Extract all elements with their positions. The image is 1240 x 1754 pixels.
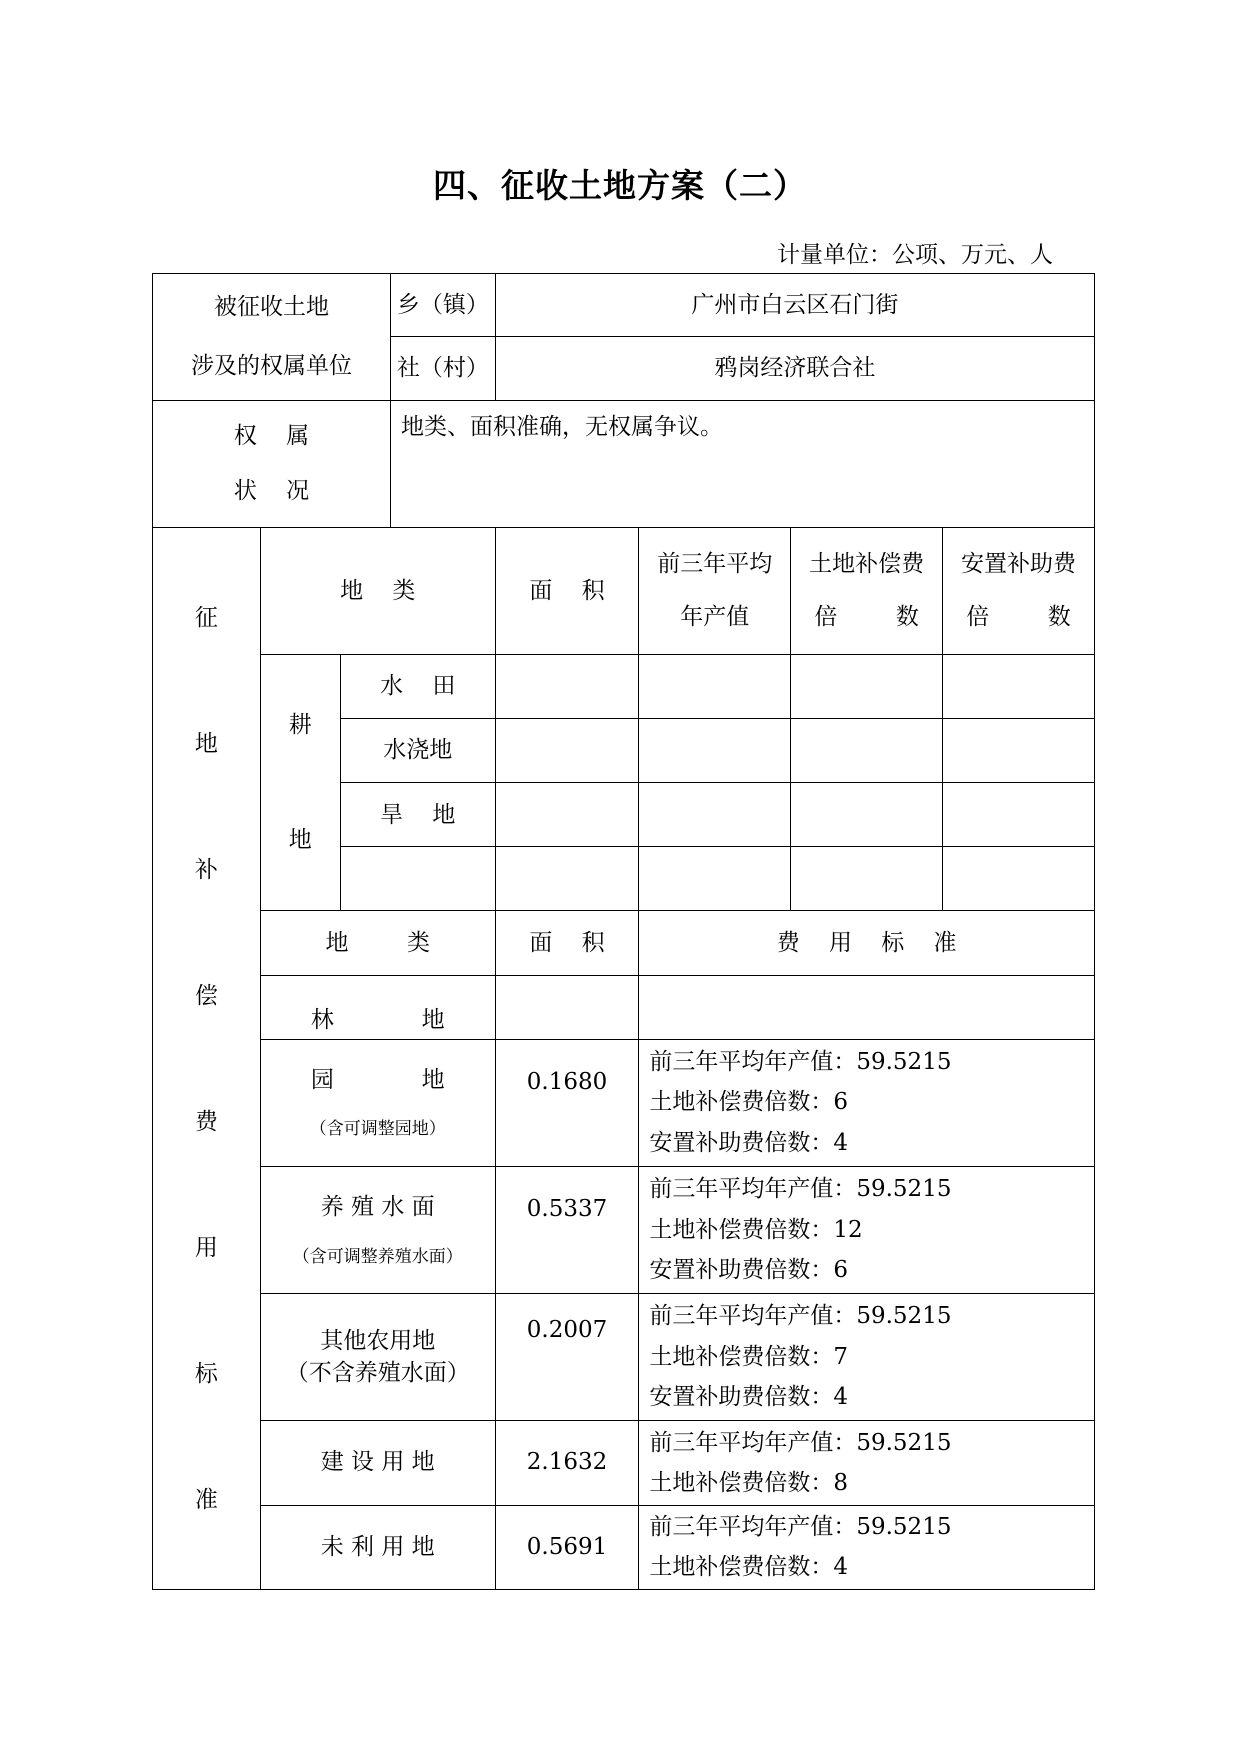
side-label-char: 地 — [194, 730, 218, 757]
status-value: 地类、面积准确，无权属争议。 — [391, 401, 1095, 528]
cell — [495, 655, 639, 719]
header-land-type: 地 类 — [260, 528, 495, 655]
land-acquisition-table — [152, 273, 1095, 1590]
cell — [639, 655, 791, 719]
cell — [943, 719, 1095, 783]
cultivated-row-dry: 旱 地 — [340, 783, 495, 847]
cell — [639, 847, 791, 911]
cell — [791, 719, 943, 783]
cultivated-label: 耕 地 — [260, 655, 340, 911]
cell — [791, 847, 943, 911]
side-label — [153, 528, 261, 1590]
row-garden-name: 园 地 （含可调整园地） — [260, 1039, 495, 1166]
row-other-agri-standard: 前三年平均年产值：59.5215 土地补偿费倍数：7 安置补助费倍数：4 — [639, 1293, 1095, 1420]
page-title: 四、征收土地方案（二） — [433, 166, 807, 205]
side-label-char: 费 — [194, 1108, 218, 1135]
row-unused-name: 未 利 用 地 — [260, 1505, 495, 1589]
town-label: 乡（镇） — [391, 274, 496, 337]
row-garden-standard: 前三年平均年产值：59.5215 土地补偿费倍数：6 安置补助费倍数：4 — [639, 1039, 1095, 1166]
row-other-agri-area: 0.2007 — [495, 1293, 639, 1420]
row-other-agri-name: 其他农用地 （不含养殖水面） — [260, 1293, 495, 1420]
side-label-char: 补 — [194, 856, 218, 883]
row-aquaculture-name: 养 殖 水 面 （含可调整养殖水面） — [260, 1166, 495, 1293]
cell — [495, 783, 639, 847]
ownership-label: 被征收土地 涉及的权属单位 — [153, 274, 391, 401]
row-construction-name: 建 设 用 地 — [260, 1420, 495, 1505]
row-construction-standard: 前三年平均年产值：59.5215 土地补偿费倍数：8 — [639, 1420, 1095, 1505]
cell — [943, 847, 1095, 911]
header2-area: 面 积 — [495, 911, 639, 975]
cell — [791, 655, 943, 719]
cultivated-row-blank — [340, 847, 495, 911]
side-label-char: 用 — [194, 1234, 218, 1261]
row-garden-area: 0.1680 — [495, 1039, 639, 1166]
row-forest-standard — [639, 975, 1095, 1039]
cell — [639, 719, 791, 783]
side-label-char: 征 — [194, 604, 218, 631]
cultivated-row-paddy: 水 田 — [340, 655, 495, 719]
status-label: 权 属 状 况 — [153, 401, 391, 528]
village-label: 社（村） — [391, 337, 496, 401]
row-forest-name: 林 地 — [260, 975, 495, 1039]
header-resettle-multiple: 安置补助费 倍 数 — [943, 528, 1095, 655]
side-label-char: 标 — [194, 1360, 218, 1387]
row-construction-area: 2.1632 — [495, 1420, 639, 1505]
cell — [943, 783, 1095, 847]
side-label-char: 准 — [194, 1486, 218, 1513]
header-comp-multiple: 土地补偿费 倍 数 — [791, 528, 943, 655]
header2-standard: 费 用 标 准 — [639, 911, 1095, 975]
cell — [791, 783, 943, 847]
header-avg-output: 前三年平均 年产值 — [639, 528, 791, 655]
cultivated-row-irrigated: 水浇地 — [340, 719, 495, 783]
header2-land-type: 地 类 — [260, 911, 495, 975]
row-aquaculture-area: 0.5337 — [495, 1166, 639, 1293]
cell — [943, 655, 1095, 719]
cell — [495, 719, 639, 783]
unit-label: 计量单位：公项、万元、人 — [777, 242, 1053, 268]
side-label-char: 偿 — [194, 982, 218, 1009]
row-unused-area: 0.5691 — [495, 1505, 639, 1589]
village-value: 鸦岗经济联合社 — [495, 337, 1094, 401]
cell — [495, 847, 639, 911]
row-aquaculture-standard: 前三年平均年产值：59.5215 土地补偿费倍数：12 安置补助费倍数：6 — [639, 1166, 1095, 1293]
cell — [639, 783, 791, 847]
row-forest-area — [495, 975, 639, 1039]
header-area: 面 积 — [495, 528, 639, 655]
row-unused-standard: 前三年平均年产值：59.5215 土地补偿费倍数：4 — [639, 1505, 1095, 1589]
town-value: 广州市白云区石门街 — [495, 274, 1094, 337]
